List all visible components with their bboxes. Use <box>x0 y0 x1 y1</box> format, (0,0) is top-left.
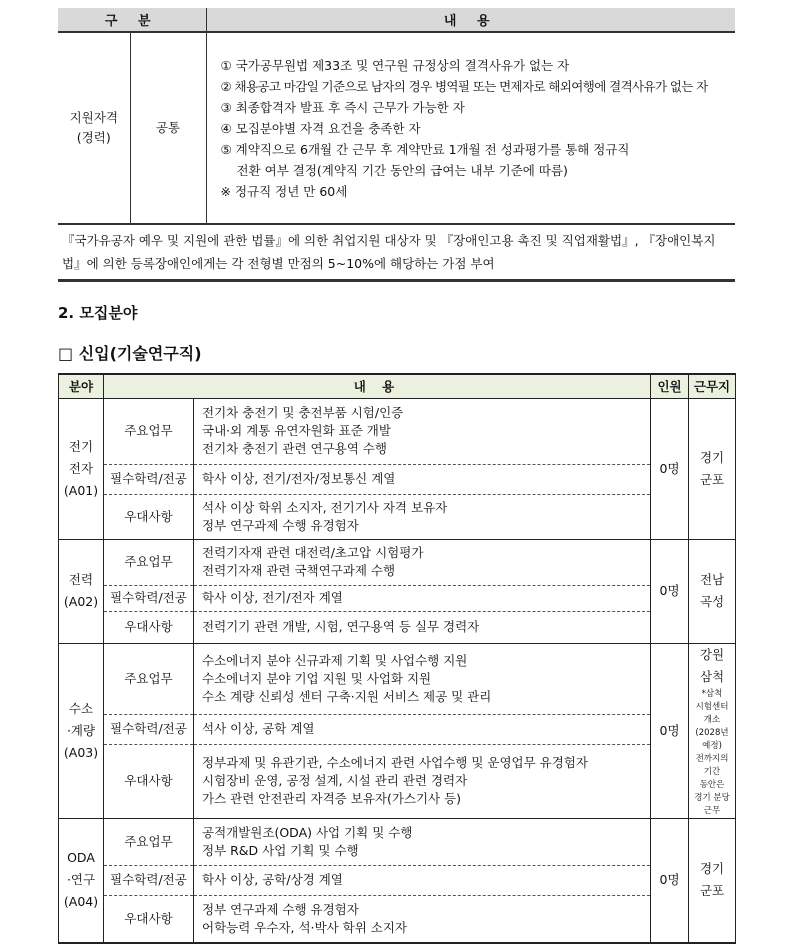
table-row <box>59 539 736 585</box>
field-name-line: (A04) <box>63 894 99 910</box>
content-line: 시험장비 운영, 공정 설계, 시설 관리 관련 경력자 <box>202 773 468 789</box>
row-label: 필수학력/전공 <box>104 715 194 744</box>
field-name-line: 전기 <box>68 438 94 454</box>
location-line: 강원 <box>699 646 725 662</box>
content-line: 정부 연구과제 수행 유경험자 <box>202 901 359 917</box>
row-label: 주요업무 <box>104 818 194 865</box>
location-line: 삼척 <box>699 668 725 684</box>
row-label: 필수학력/전공 <box>104 464 194 494</box>
header-content: 내 용 <box>104 374 651 398</box>
location-note-line: 개소 <box>703 714 721 725</box>
count-cell: 0명 <box>651 539 689 643</box>
count-cell: 0명 <box>651 398 689 539</box>
field-cell <box>59 398 104 539</box>
row-content <box>194 643 651 715</box>
content-line: 국내·외 계통 유연자원화 표준 개발 <box>202 423 391 438</box>
content-line: 석사 이상 학위 소지자, 전기기사 자격 보유자 <box>202 499 448 515</box>
location-line: 경기 <box>699 861 725 877</box>
content-line: 수소에너지 분야 신규과제 기획 및 사업수행 지원 <box>202 652 468 668</box>
fields-table <box>58 373 736 944</box>
header-category: 구 분 <box>58 8 206 32</box>
row-label: 우대사항 <box>104 494 194 539</box>
requirement-note: ※ 정규직 정년 만 60세 <box>220 183 348 199</box>
table-row <box>59 715 736 744</box>
location-line: 군포 <box>699 471 725 487</box>
field-cell <box>59 539 104 643</box>
field-name-line: (A01) <box>63 482 99 498</box>
requirement-item: ② 채용공고 마감일 기준으로 남자의 경우 병역필 또는 면제자로 해외여행에 결격사유가 없는 자 <box>220 78 708 94</box>
table-row <box>59 895 736 943</box>
category-line: 지원자격 <box>69 110 118 125</box>
location-note-line: 동안은 <box>699 779 725 790</box>
location-cell <box>689 398 736 539</box>
location-cell <box>689 539 736 643</box>
field-name-line: ·계량 <box>66 722 96 738</box>
row-content <box>194 539 651 585</box>
row-label: 주요업무 <box>104 539 194 585</box>
row-content: 석사 이상, 공학 계열 <box>194 715 651 744</box>
row-content <box>194 398 651 464</box>
table-row <box>59 585 736 611</box>
row-content <box>194 744 651 818</box>
content-line: 수소 계량 신뢰성 센터 구축·지원 서비스 제공 및 관리 <box>202 688 492 704</box>
field-cell <box>59 818 104 943</box>
location-line: 전남 <box>699 572 725 587</box>
location-line: 곡성 <box>699 594 725 609</box>
row-content: 학사 이상, 전기/전자/정보통신 계열 <box>194 464 651 494</box>
field-cell <box>59 643 104 818</box>
requirement-item: 전환 여부 결정(계약직 기간 동안의 급여는 내부 기준에 따름) <box>236 162 568 178</box>
field-name-line: 전자 <box>68 460 94 476</box>
table-row <box>59 464 736 494</box>
requirements-cell <box>206 32 735 224</box>
content-line: 전력기기 관련 개발, 시험, 연구용역 등 실무 경력자 <box>202 619 480 634</box>
qualification-table <box>58 8 735 282</box>
location-note-line: (2028년 <box>695 727 729 738</box>
content-line: 공적개발원조(ODA) 사업 기획 및 수행 <box>202 824 413 840</box>
header-content: 내 용 <box>206 8 735 32</box>
header-count: 인원 <box>651 374 689 398</box>
row-label: 우대사항 <box>104 744 194 818</box>
location-cell <box>689 643 736 818</box>
requirement-item: ④ 모집분야별 자격 요건을 충족한 자 <box>220 120 421 136</box>
content-line: 어학능력 우수자, 석·박사 학위 소지자 <box>202 919 407 935</box>
row-label: 우대사항 <box>104 895 194 943</box>
row-content <box>194 494 651 539</box>
category-line: (경력) <box>76 130 111 145</box>
table-row <box>59 643 736 715</box>
header-location: 근무지 <box>689 374 736 398</box>
field-name-line: (A02) <box>63 594 99 609</box>
field-name-line: (A03) <box>63 744 99 760</box>
content-line: 정부과제 및 유관기관, 수소에너지 관련 사업수행 및 운영업무 유경험자 <box>202 755 588 771</box>
field-name-line: ODA <box>67 850 95 866</box>
field-name-line: 수소 <box>68 700 94 716</box>
row-content <box>194 611 651 643</box>
location-line: 군포 <box>699 883 725 899</box>
row-label: 필수학력/전공 <box>104 865 194 895</box>
content-line: 전기차 충전기 관련 연구용역 수행 <box>202 441 387 456</box>
row-content: 학사 이상, 공학/상경 계열 <box>194 865 651 895</box>
location-line: 경기 <box>699 449 725 465</box>
location-note-line: 근무 <box>703 805 721 816</box>
requirement-item: ① 국가공무원법 제33조 및 연구원 규정상의 결격사유가 없는 자 <box>220 57 570 73</box>
content-line: 정부 연구과제 수행 유경험자 <box>202 517 359 533</box>
row-content <box>194 818 651 865</box>
requirement-item: ⑤ 계약직으로 6개월 간 근무 후 계약만료 1개월 전 성과평가를 통해 정규직 <box>220 141 630 157</box>
content-line: 가스 관련 안전관리 자격증 보유자(가스기사 등) <box>202 791 462 807</box>
row-label: 주요업무 <box>104 398 194 464</box>
content-line: 전기차 충전기 및 충전부품 시험/인증 <box>202 405 404 420</box>
category-cell <box>58 32 130 224</box>
content-line: 전력기자재 관련 대전력/초고압 시험평가 <box>202 545 424 560</box>
table-row <box>59 611 736 643</box>
requirement-item: ③ 최종합격자 발표 후 즉시 근무가 가능한 자 <box>220 99 465 115</box>
table-row <box>59 744 736 818</box>
count-cell: 0명 <box>651 643 689 818</box>
section-title: 2. 모집분야 <box>58 304 138 322</box>
location-note-line: 기간 <box>703 766 721 777</box>
content-line: 전력기자재 관련 국책연구과제 수행 <box>202 563 396 578</box>
location-note-line: *삼척 <box>701 688 723 699</box>
content-line: 수소에너지 분야 기업 지원 및 사업화 지원 <box>202 670 432 686</box>
row-content <box>194 895 651 943</box>
bonus-note: 『국가유공자 예우 및 지원에 관한 법률』에 의한 취업지원 대상자 및 『장애인고용 촉진 및 직업재활법』, 『장애인복지법』에 의한 등록장애인에게는 각 전형별 만점의 5~10%에 해당하는 가점 부여 <box>58 224 735 281</box>
table-row <box>59 818 736 865</box>
location-note-line: 전까지의 <box>695 753 729 764</box>
row-label: 주요업무 <box>104 643 194 715</box>
table-row <box>59 494 736 539</box>
field-name-line: 전력 <box>68 572 94 587</box>
header-field: 분야 <box>59 374 104 398</box>
location-note-line: 시험센터 <box>695 701 729 712</box>
field-name-line: ·연구 <box>66 872 96 888</box>
row-content: 학사 이상, 전기/전자 계열 <box>194 585 651 611</box>
count-cell: 0명 <box>651 818 689 943</box>
location-cell <box>689 818 736 943</box>
subsection-title: □ 신입(기술연구직) <box>58 344 202 363</box>
subcategory-cell: 공통 <box>130 32 206 224</box>
location-note-line: 경기 분당 <box>694 792 730 803</box>
content-line: 정부 R&D 사업 기획 및 수행 <box>202 842 359 858</box>
row-label: 우대사항 <box>104 611 194 643</box>
row-label: 필수학력/전공 <box>104 585 194 611</box>
table-row <box>59 398 736 464</box>
table-row <box>59 865 736 895</box>
location-note-line: 예정) <box>702 740 722 751</box>
